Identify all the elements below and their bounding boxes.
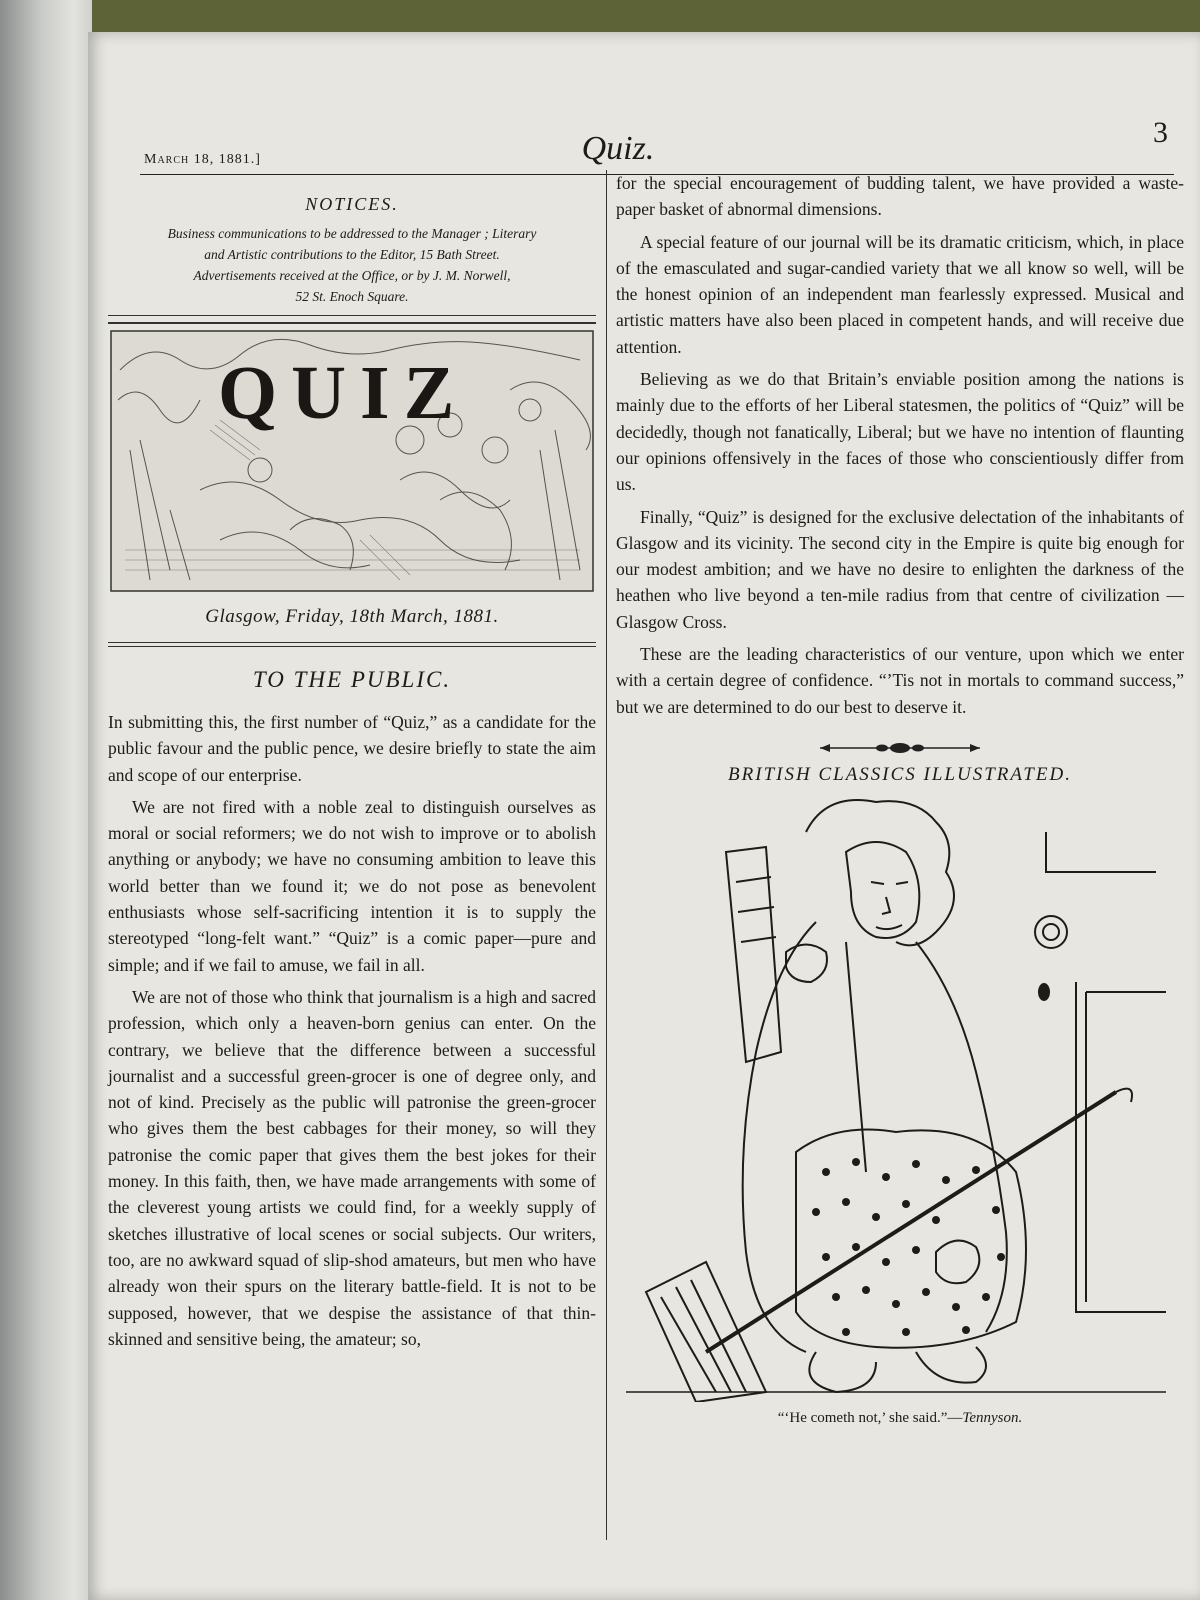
page-header (118, 72, 1188, 172)
right-column (616, 170, 1184, 1427)
notices-heading: NOTICES. (305, 194, 399, 214)
article-paragraph: We are not fired with a noble zeal to distinguish ourselves as moral or social reformers; we do not wish to improve or to abolish anything or anybody; we have no consuming ambition to leave this world better than we found it; we do not pose as benevolent enthusiasts whose self-sacrificing intention it is to supply the stereotyped “long-felt want.” “Quiz” is a comic paper—pure and simple; and if we fail to amuse, we fail in all. (108, 796, 596, 975)
article-paragraph: A special feature of our journal will be its dramatic criticism, which, in place of the emasculated and sugar-candied variety that we all know so well, will be the honest opinion of an independent man fearlessly expressed. Musical and artistic matters have also been placed in competent hands, and will receive due attention. (616, 231, 1184, 357)
page-number: 3 (1153, 116, 1168, 149)
notices-line: 52 St. Enoch Square. (295, 289, 409, 304)
dateline: Glasgow, Friday, 18th March, 1881. (205, 606, 499, 627)
article-body-right (616, 170, 1184, 720)
ornament-divider (616, 738, 1184, 758)
notices-line: and Artistic contributions to the Editor, 15 Bath Street. (204, 247, 500, 262)
illustration-caption (616, 1410, 1184, 1427)
article-paragraph: These are the leading characteristics of our venture, upon which we enter with a certain degree of confidence. “’Tis not in mortals to command success,” but we are determined to do our best to deserve it. (616, 644, 1184, 717)
article-body-left (108, 709, 596, 1352)
notices-line: Business communications to be addressed to the Manager ; Literary (167, 226, 537, 241)
caption-quote: “‘He cometh not,’ she said.”— (777, 1409, 963, 1426)
left-column (108, 182, 596, 1358)
newspaper-page (88, 32, 1200, 1600)
masthead-illustration (108, 322, 596, 594)
article-paragraph: In submitting this, the first number of “Quiz,” as a candidate for the public favour and the public pence, we desire briefly to state the aim and scope of our enterprise. (108, 712, 596, 785)
article-title: TO THE PUBLIC. (252, 667, 452, 692)
article-paragraph: We are not of those who think that journalism is a high and sacred profession, which only a heaven-born genius can enter. On the contrary, we believe that the difference between a successful journalist and a successful green-grocer is one of degree only, and not of kind. Precisely as the public will patronise the green-grocer who gives them the best cabbages for their money, so will they patronise the comic paper that gives them the best jokes for their money. In this faith, then, we have made arrangements with some of the cleverest young artists we could find, for a weekly supply of sketches illustrative of local scenes or social subjects. Our writers, too, are no awkward squad of slip-shod amateurs, but men who have already won their spurs on the literary battle-field. It is not to be supposed, however, that we despise the assistance of that thin-skinned and sensitive being, the amateur; so, (108, 986, 596, 1349)
masthead-engraving (110, 330, 594, 592)
notices-box (108, 194, 596, 316)
illustration-title: BRITISH CLASSICS ILLUSTRATED. (728, 763, 1072, 785)
cartoon-illustration (616, 792, 1184, 1402)
notices-line: Advertisements received at the Office, or by J. M. Norwell, (193, 268, 511, 283)
masthead-wordmark: QUIZ (218, 351, 469, 435)
column-rule (606, 170, 607, 1540)
double-rule (108, 642, 596, 647)
caption-author: Tennyson. (962, 1409, 1023, 1426)
header-title: Quiz. (581, 130, 655, 167)
article-paragraph: for the special encouragement of budding talent, we have provided a waste-paper basket of abnormal dimensions. (616, 173, 1184, 220)
article-paragraph: Finally, “Quiz” is designed for the exclusive delectation of the inhabitants of Glasgow and its vicinity. The second city in the Empire is quite big enough for our modest ambition; and we have no desire to enlighten the darkness of the heathen who live beyond a ten-mile radius from that centre of civilization —Glasgow Cross. (616, 506, 1184, 632)
cartoon-drawing (616, 792, 1176, 1402)
book-spine (0, 0, 92, 1600)
article-paragraph: Believing as we do that Britain’s enviable position among the nations is mainly due to the efforts of her Liberal statesmen, the politics of “Quiz” will be decidedly, though not fanatically, Liberal; but we have no intention of flaunting our opinions offensively in the faces of those who conscientiously differ from us. (616, 369, 1184, 495)
header-date: March 18, 1881.] (144, 152, 261, 167)
